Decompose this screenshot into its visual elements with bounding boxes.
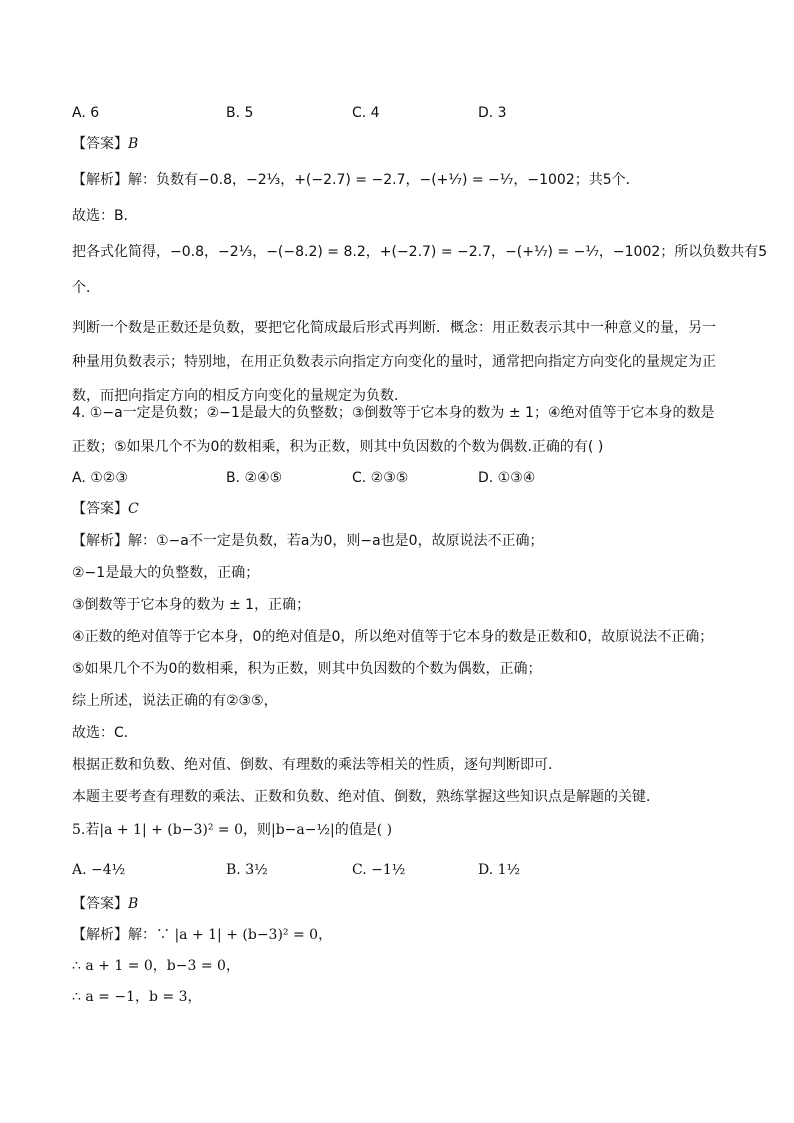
q4-choose: 故选：C． <box>72 725 138 741</box>
q5-analysis-1 <box>72 926 332 944</box>
answer-value: B <box>128 136 139 152</box>
q3-simplify-2: 个． <box>72 280 100 296</box>
q4-option-a: A. ①②③ <box>72 470 128 486</box>
q4-key: 本题主要考查有理数的乘法、正数和负数、绝对值、倒数，熟练掌握这些知识点是解题的关键． <box>72 789 660 805</box>
q4-method: 根据正数和负数、绝对值、倒数、有理数的乘法等相关的性质，逐句判断即可． <box>72 757 562 773</box>
answer-value: C <box>128 501 139 517</box>
q3-option-c: C. 4 <box>352 105 380 121</box>
analysis-tag: 【解析】 <box>72 927 128 943</box>
q3-choose: 故选：B． <box>72 208 138 224</box>
q3-simplify-1: 把各式化简得，−0.8，−2⅓，−(−8.2) = 8.2，+(−2.7) = −2.7，−(+⅐) = −⅐，−1002；所以负数共有5 <box>72 244 768 260</box>
analysis-text: 解：①−a不一定是负数，若a为0，则−a也是0，故原说法不正确； <box>128 533 544 549</box>
analysis-tag: 【解析】 <box>72 172 128 188</box>
q3-option-d: D. 3 <box>478 105 507 121</box>
analysis-text: 解：∵ |a + 1| + (b−3)² = 0， <box>128 927 333 943</box>
q5-stem: 5.若|a + 1| + (b−3)² = 0，则|b−a−½|的值是( ) <box>72 822 393 838</box>
q5-analysis-2: ∴ a + 1 = 0，b−3 = 0， <box>72 958 240 974</box>
q3-option-a: A. 6 <box>72 105 100 121</box>
answer-value: B <box>128 896 139 912</box>
analysis-tag: 【解析】 <box>72 533 128 549</box>
answer-tag: 【答案】 <box>72 136 128 152</box>
q4-summary: 综上所述，说法正确的有②③⑤， <box>72 693 278 709</box>
q3-option-b: B. 5 <box>226 105 254 121</box>
q5-answer <box>72 895 138 913</box>
q3-note: 判断一个数是正数还是负数，要把它化简成最后形式再判断．概念：用正数表示其中一种意义的量，另一种量用负数表示；特别地，在用正负数表示向指定方向变化的量时，通常把向指定方向变化的量规定为正数，而把向指定方向的相反方向变化的量规定为负数． <box>72 320 716 404</box>
q5-option-c: C. −1½ <box>352 862 406 878</box>
q5-option-d: D. 1½ <box>478 862 521 878</box>
q3-answer <box>72 135 138 153</box>
answer-tag: 【答案】 <box>72 501 128 517</box>
q4-analysis-5: ⑤如果几个不为0的数相乘，积为正数，则其中负因数的个数为偶数，正确； <box>72 661 542 677</box>
q4-option-c: C. ②③⑤ <box>352 470 409 486</box>
q4-analysis-2: ②−1是最大的负整数，正确； <box>72 565 260 581</box>
q5-option-a: A. −4½ <box>72 862 126 878</box>
q4-answer <box>72 500 139 518</box>
analysis-text: 解：负数有−0.8，−2⅓，+(−2.7) = −2.7，−(+⅐) = −⅐，−1002；共5个． <box>128 172 640 188</box>
q4-stem-1: 4. ①−a一定是负数；②−1是最大的负整数；③倒数等于它本身的数为 ± 1；④绝对值等于它本身的数是 <box>72 405 715 421</box>
q4-option-b: B. ②④⑤ <box>226 470 283 486</box>
q4-stem-2: 正数；⑤如果几个不为0的数相乘，积为正数，则其中负因数的个数为偶数.正确的有( ) <box>72 439 604 455</box>
q4-analysis-4: ④正数的绝对值等于它本身，0的绝对值是0，所以绝对值等于它本身的数是正数和0，故原说法不正确； <box>72 629 714 645</box>
q5-option-b: B. 3½ <box>226 862 268 878</box>
q4-option-d: D. ①③④ <box>478 470 536 486</box>
q5-analysis-3: ∴ a = −1，b = 3， <box>72 989 202 1005</box>
q3-analysis-1 <box>72 171 640 189</box>
q4-analysis-3: ③倒数等于它本身的数为 ± 1，正确； <box>72 597 311 613</box>
q4-analysis-1 <box>72 532 544 550</box>
answer-tag: 【答案】 <box>72 896 128 912</box>
